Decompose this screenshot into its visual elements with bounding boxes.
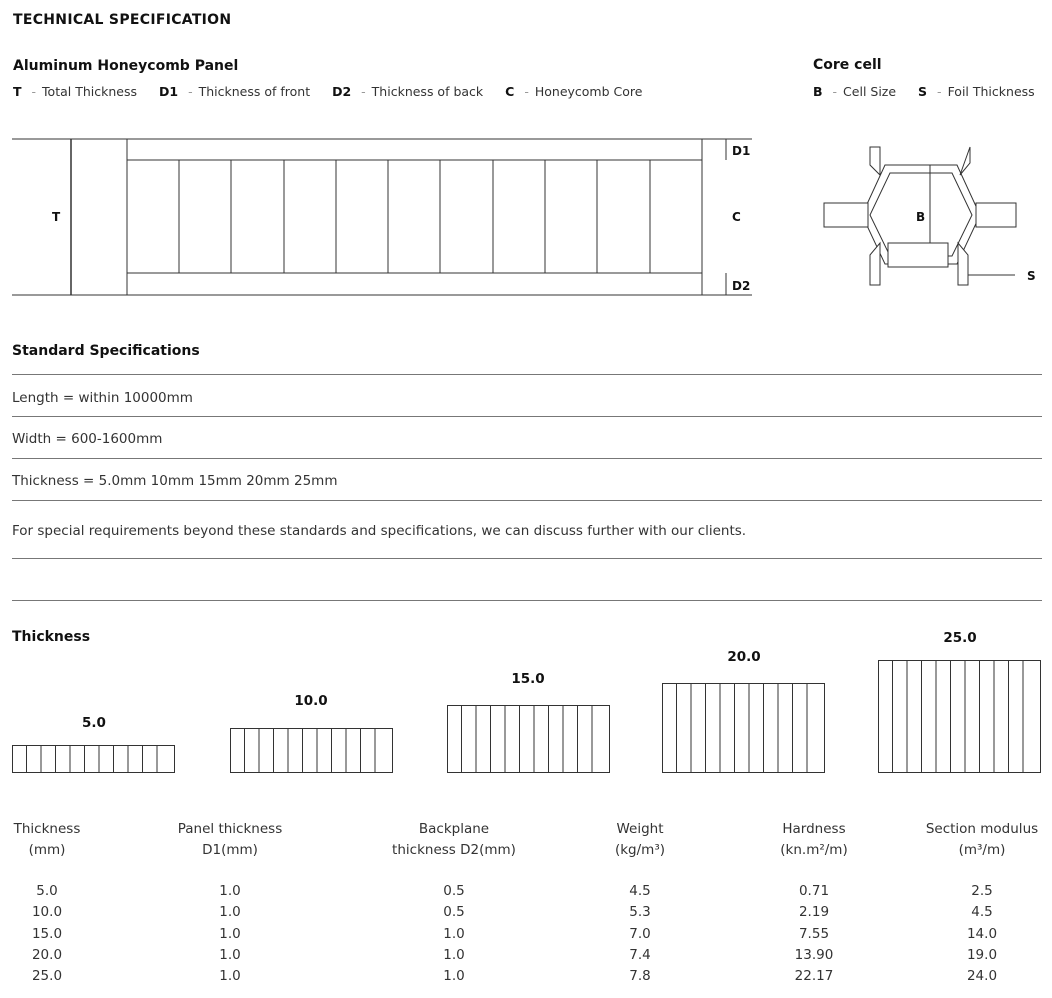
cell-d1: 1.0 [219,926,241,942]
divider [12,600,1042,601]
honeycomb-core-cells [179,160,650,273]
c-label: C [732,210,741,224]
col-header-thickness: Thickness (mm) [13,821,81,858]
cell-hardness: 2.19 [798,904,830,920]
divider [12,416,1042,417]
legend-item-d1: D1 - Thickness of front [158,84,311,99]
spec-special-note: For special requirements beyond these standards and specifications, we can discuss further with our clients. [12,523,747,539]
cell-thickness: 15.0 [31,926,63,942]
thickness-panel-20 [662,683,825,773]
col-header-hardness: Hardness (kn.m²/m) [780,821,848,858]
legend-item-s: S - Foil Thickness [918,84,1035,99]
spec-length: Length = within 10000mm [12,390,193,406]
cell-weight: 7.8 [629,968,651,984]
cell-d2: 1.0 [443,947,465,963]
core-legend [813,84,1035,99]
divider [12,558,1042,559]
cell-hardness: 13.90 [794,947,834,963]
thickness-title: Thickness [12,629,91,645]
core-cell-diagram [810,135,1050,300]
right-flange [976,203,1016,227]
thickness-label-15: 15.0 [511,671,545,687]
d2-label: D2 [732,279,751,293]
cell-thickness: 25.0 [31,968,63,984]
cell-d2: 1.0 [443,968,465,984]
cell-d2: 0.5 [443,883,465,899]
bottom-wall [888,243,948,267]
b-label: B [916,210,926,224]
cell-d1: 1.0 [219,883,241,899]
thickness-panel-10 [230,728,393,773]
thickness-panel-15 [447,705,610,773]
cell-section-modulus: 24.0 [966,968,998,984]
legend-item-d2: D2 - Thickness of back [332,84,484,99]
cell-thickness: 10.0 [31,904,63,920]
cell-d1: 1.0 [219,968,241,984]
divider [12,458,1042,459]
thickness-label-25: 25.0 [943,630,977,646]
cell-section-modulus: 2.5 [971,883,993,899]
page-title: TECHNICAL SPECIFICATION [13,12,232,28]
panel-legend [13,84,660,99]
col-header-weight: Weight (kg/m³) [614,821,666,858]
core-title: Core cell [813,57,882,73]
col-header-backplane: Backplane thickness D2(mm) [392,821,516,858]
legend-item-t: T - Total Thickness [13,84,137,99]
thickness-panel-5 [12,745,175,773]
cell-section-modulus: 19.0 [966,947,998,963]
standard-specs-title: Standard Specifications [12,343,200,359]
col-header-panel-thickness: Panel thickness D1(mm) [177,821,283,858]
cell-d1: 1.0 [219,947,241,963]
legend-item-b: B - Cell Size [813,84,897,99]
cell-weight: 7.4 [629,947,651,963]
thickness-panel-25 [878,660,1041,773]
panel-title: Aluminum Honeycomb Panel [13,58,239,74]
left-flange [824,203,868,227]
legend-item-c: C - Honeycomb Core [505,84,643,99]
panel-cross-section-diagram [0,130,780,310]
spec-thickness: Thickness = 5.0mm 10mm 15mm 20mm 25mm [12,473,338,489]
t-label: T [52,210,61,224]
cell-hardness: 7.55 [798,926,830,942]
cell-d2: 1.0 [443,926,465,942]
bottom-left-tab [870,243,880,285]
cell-thickness: 5.0 [36,883,58,899]
col-header-section-modulus: Section modulus (m³/m) [925,821,1039,858]
cell-hardness: 0.71 [798,883,830,899]
thickness-label-10: 10.0 [294,693,328,709]
cell-hardness: 22.17 [794,968,834,984]
cell-weight: 5.3 [629,904,651,920]
thickness-label-5: 5.0 [82,715,106,731]
top-right-tab [960,147,970,175]
cell-d2: 0.5 [443,904,465,920]
bottom-right-tab [958,243,968,285]
d1-label: D1 [732,144,751,158]
divider [12,374,1042,375]
divider [12,500,1042,501]
thickness-label-20: 20.0 [727,649,761,665]
spec-width: Width = 600-1600mm [12,431,163,447]
cell-section-modulus: 4.5 [971,904,993,920]
cell-weight: 4.5 [629,883,651,899]
cell-section-modulus: 14.0 [966,926,998,942]
cell-d1: 1.0 [219,904,241,920]
s-label: S [1027,269,1036,283]
cell-weight: 7.0 [629,926,651,942]
top-left-tab [870,147,880,175]
cell-thickness: 20.0 [31,947,63,963]
